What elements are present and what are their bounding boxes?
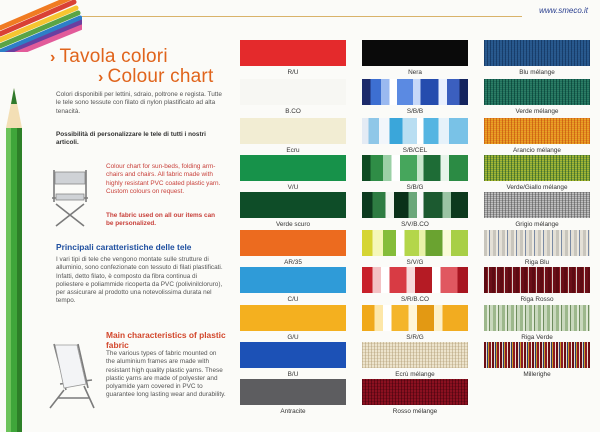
swatch-label: Verde mélange [515, 108, 559, 115]
swatch-ecru-melange [362, 342, 468, 368]
swatch-label: Ecrù mélange [395, 371, 435, 378]
swatch-label: V/U [287, 184, 299, 191]
swatch-b-u [240, 342, 346, 368]
swatch-label: S/B/B [406, 108, 424, 115]
features-body-it: I vari tipi di tele che vengono montate sulle strutture di alluminio, sono confezionate con tessuto di filati plastificati. Infatti, detto filato, è composto da fibra continua di poliestere e poliammide ricoperta da PVC (polivinilcloruro), per assicurare al prodotto una notevolissima durata nel tempo. [56, 256, 223, 305]
title-it-text: Tavola colori [59, 46, 168, 67]
swatch-label: G/U [287, 334, 299, 341]
title-arrow-icon: › [98, 69, 104, 86]
swatch-label: Rosso mélange [392, 408, 438, 415]
swatch-grigio-melange [484, 192, 590, 218]
swatch-label: B/U [287, 371, 299, 378]
swatch-label: Riga Verde [521, 334, 553, 341]
swatch-label: Ecru [286, 147, 300, 154]
features-heading-en: Main characteristics of plastic fabric [106, 330, 226, 350]
swatch-ecru [240, 118, 346, 144]
swatch-rosso-melange [362, 379, 468, 405]
top-rule [82, 16, 522, 17]
swatch-c-u [240, 267, 346, 293]
swatch-label: Blu mélange [519, 69, 555, 76]
green-pencil-graphic [2, 88, 26, 432]
swatch-label: Verde/Giallo mélange [506, 184, 568, 191]
swatch-blu-melange [484, 40, 590, 66]
deck-chair-icon [44, 340, 98, 410]
swatch-label: S/V/B.CO [401, 221, 429, 228]
swatch-s-r-g [362, 305, 468, 331]
swatch-arancio-melange [484, 118, 590, 144]
swatch-label: Arancio mélange [513, 147, 561, 154]
swatch-label: Millerighe [523, 371, 551, 378]
swatch-nera [362, 40, 468, 66]
swatch-label: S/B/G [406, 184, 424, 191]
title-en-text: Colour chart [107, 66, 214, 87]
swatch-label: AR/35 [284, 259, 302, 266]
swatch-b-co [240, 79, 346, 105]
swatch-riga-blu [484, 230, 590, 256]
colored-pencils-graphic [0, 0, 82, 52]
swatch-verde-scuro [240, 192, 346, 218]
swatch-millerighe [484, 342, 590, 368]
swatch-label: C/U [287, 296, 299, 303]
swatch-label: Riga Blu [524, 259, 550, 266]
title-arrow-icon: › [50, 49, 56, 66]
title-italian [50, 46, 168, 68]
swatch-label: S/R/B.CO [400, 296, 430, 303]
swatch-label: Verde scuro [275, 221, 311, 228]
swatch-label: B.CO [285, 108, 301, 115]
swatch-label: Grigio mélange [515, 221, 559, 228]
swatch-g-u [240, 305, 346, 331]
intro-bold-en: The fabric used on all our items can be personalized. [106, 212, 216, 228]
swatch-label: Nera [408, 69, 422, 76]
swatch-ar-35 [240, 230, 346, 256]
features-heading-it: Principali caratteristiche delle tele [56, 242, 192, 252]
intro-text-en: Colour chart for sun-beds, folding arm-chairs and chairs. All fabric made with highly resistant PVC coated plastic yarn. Custom colours on request. [106, 163, 221, 195]
swatch-s-b-g [362, 155, 468, 181]
features-body-en: The various types of fabric mounted on the aluminium frames are made with resistant high quality plastic yarns. These plastic yarns are made of polyester and polyamide yarn covered in PVC to guarantee long lasting wear and durability. [106, 350, 226, 399]
swatch-r-u [240, 40, 346, 66]
title-english [98, 66, 213, 88]
swatch-riga-verde [484, 305, 590, 331]
swatch-label: R/U [287, 69, 299, 76]
swatch-s-v-g [362, 230, 468, 256]
swatch-label: S/V/G [406, 259, 424, 266]
swatch-label: Riga Rosso [520, 296, 554, 303]
swatch-s-v-bco [362, 192, 468, 218]
swatch-riga-rosso [484, 267, 590, 293]
intro-bold-it: Possibilità di personalizzare le tele di tutti i nostri articoli. [56, 131, 206, 147]
swatch-s-r-bco [362, 267, 468, 293]
directors-chair-icon [46, 164, 94, 228]
swatch-label: S/B/CEL [402, 147, 428, 154]
swatch-label: S/R/G [406, 334, 424, 341]
intro-text-it: Colori disponibili per lettini, sdraio, poltrone e regista. Tutte le tele sono tessute con filato di nylon plastificato ad alta tenacità. [56, 91, 222, 115]
swatch-s-b-b [362, 79, 468, 105]
site-url: www.smeco.it [539, 6, 588, 15]
swatch-verde-melange [484, 79, 590, 105]
swatch-v-u [240, 155, 346, 181]
swatch-verde-giallo-melange [484, 155, 590, 181]
swatch-label: Antracite [280, 408, 306, 415]
swatch-s-b-cel [362, 118, 468, 144]
swatch-antracite [240, 379, 346, 405]
